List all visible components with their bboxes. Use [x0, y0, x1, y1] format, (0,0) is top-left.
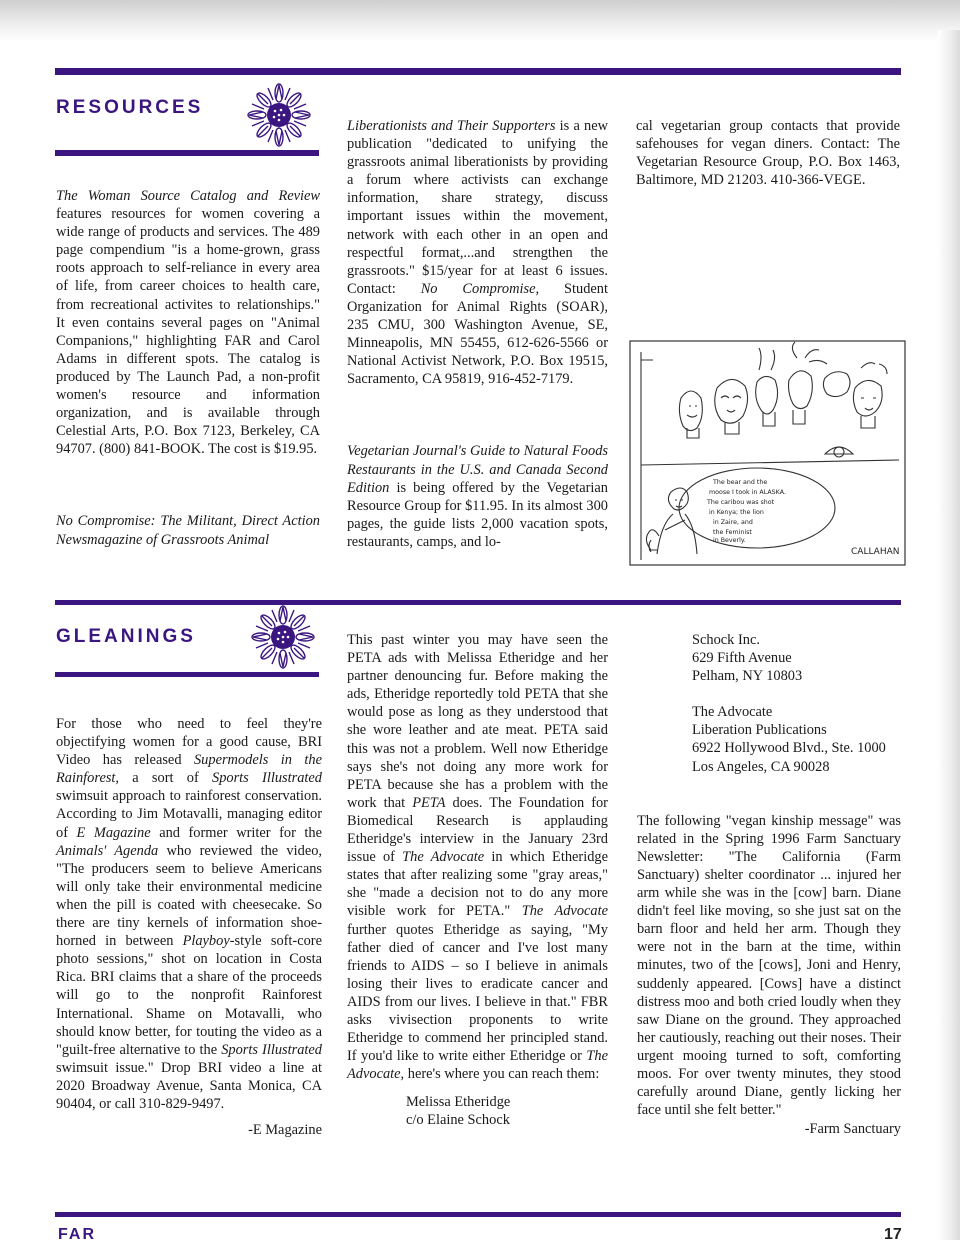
cartoon-illustration — [629, 340, 906, 566]
publication-title: Vegetarian Journal's Guide to Natural Foods Restaurants in the U.S. and Canada Second Edition — [347, 443, 608, 496]
resources-heading: RESOURCES — [56, 97, 204, 118]
cartoon-caption-line: moose I took in ALASKA. — [709, 489, 786, 496]
publication-title: Supermodels in the Rainforest, — [56, 752, 322, 787]
cartoon-caption-line: in Zaire, and — [713, 519, 753, 526]
article-text: further quotes Etheridge as saying, "My father died of cancer and I've lost many friends to AIDS – so I believe in animals losing their lives to eradicate cancer and AIDS from our lives. I believe in that." FBR asks vivisection proponents to write Etheridge to commend her principled stand. If you'd like to write either Etheridge or — [347, 921, 608, 1065]
article-etheridge — [347, 631, 608, 1083]
article-text: who reviewed the video, "The producers seem to believe Americans will only take their environmental medicine when the pill is coated with cheesecake. So there are tiny kernels of information shoe-horned in between — [56, 842, 323, 950]
publication-title: E Magazine — [76, 824, 151, 841]
article-text: does. The Foundation for Biomedical Research is applauding Etheridge's interview in the January 23rd issue of — [347, 794, 608, 866]
address-line: c/o Elaine Schock — [406, 1112, 510, 1129]
publication-title: Sports Illustrated — [212, 770, 322, 787]
address-line: Pelham, NY 10803 — [692, 668, 803, 685]
cartoon-caption-line: the Feminist — [713, 529, 752, 536]
sunflower-icon — [240, 82, 318, 148]
address-line: Schock Inc. — [692, 632, 760, 648]
cartoon-signature: CALLAHAN — [851, 547, 900, 557]
page-edge-right — [938, 30, 960, 1240]
middle-rule — [55, 600, 901, 605]
gleanings-heading-rule — [55, 672, 319, 677]
address-block — [347, 1093, 608, 1129]
publication-title: Playboy — [182, 933, 230, 950]
publication-title: The Advocate — [521, 903, 608, 920]
cartoon-caption-line: in Beverly. — [713, 537, 746, 544]
article-text: a sort of — [132, 770, 199, 787]
top-rule — [55, 68, 901, 75]
article-text: Student Organization for Animal Rights (SOAR), 235 CMU, 300 Washington Avenue, SE, Minneapolis, MN 55455, 612-626-5566 or National Activist Network, P.O. Box 19515, Sacramento, CA 95819, 916-452-7179. — [347, 280, 608, 388]
address-line: 629 Fifth Avenue — [692, 650, 792, 667]
article-text: and former writer for the — [159, 824, 322, 841]
address-block — [637, 631, 901, 776]
article-text: swimsuit issue." Drop BRI video a line at 2020 Broadway Avenue, Santa Monica, CA 90404, or call 310-829-9497. — [56, 1059, 322, 1112]
article-no-compromise — [56, 512, 320, 548]
publication-title: The Advocate, — [347, 1048, 608, 1083]
resources-column-3 — [636, 117, 900, 189]
publication-title: PETA — [412, 794, 446, 811]
article-text: cal vegetarian group contacts that provide safehouses for vegan diners. Contact: The Vegetarian Resource Group, P.O. Box 1463, Baltimore, MD 21203. 410-366-VEGE. — [636, 118, 900, 189]
footer-publication: FAR — [58, 1226, 96, 1243]
article-text: here's where you can reach them: — [407, 1066, 600, 1083]
article-no-compromise-cont — [347, 117, 608, 388]
gleanings-heading: GLEANINGS — [56, 626, 196, 647]
page-number: 17 — [884, 1226, 902, 1243]
cartoon-caption-line: The caribou was shot — [707, 499, 775, 506]
publication-title: Liberationists and Their Supporters — [347, 118, 556, 134]
article-bri-video — [56, 715, 322, 1113]
article-text: in which Etheridge states that after realizing some "gray areas," she "made a decision not to do any more visible work for PETA." — [347, 849, 608, 920]
publication-title: No Compromise: The Militant, Direct Action Newsmagazine of Grassroots Animal — [56, 513, 320, 548]
address-line: Los Angeles, CA 90028 — [692, 758, 830, 775]
article-woman-source-catalog — [56, 187, 320, 458]
resources-column-2 — [347, 117, 608, 551]
article-vegetarian-guide — [347, 442, 608, 551]
publication-title: The Woman Source Catalog and Review — [56, 188, 320, 204]
article-text: For those who need to feel they're objectifying women for a good cause, BRI Video has released — [56, 716, 322, 769]
address-line: Melissa Etheridge — [406, 1094, 511, 1111]
gleanings-column-3 — [637, 631, 901, 1138]
gleanings-column-1 — [56, 715, 322, 1139]
publication-title: Animals' Agenda — [56, 842, 159, 859]
article-text: This past winter you may have seen the PETA ads with Melissa Etheridge and her partner denouncing fur. Before making the ads, Etheridge reportedly told PETA that she would pose as long as they understood that she wore leather and ate meat. PETA said this was not a problem. Well now Etheridge says she's not doing any more work for PETA because she has a problem with the work that — [347, 632, 608, 811]
resources-column-1 — [56, 187, 320, 549]
article-text: swimsuit approach to rainforest conservation. According to Jim Motavalli, managing editor of — [56, 788, 322, 841]
bottom-rule — [55, 1212, 901, 1217]
address-line: 6922 Hollywood Blvd., Ste. 1000 — [692, 740, 886, 757]
publication-title: No Compromise, — [420, 280, 540, 297]
article-farm-sanctuary: The following "vegan kinship message" was related in the Spring 1996 Farm Sanctuary Newsletter: "The California (Farm Sanctuary) shelter coordinator ... injured her arm while she was in the [cow] barn. Diane didn't feel like moving, so she just sat on the barn floor and held her arm. Though they were not in the barn at the time, within minutes, two of the [cows], Joni and Henry, suddenly appeared. [Cows] have a distinct distress moo and both cried loudly when they saw Diane on the ground. They approached her cautiously, reaching out their noses. Their urgent mooing turned to soft, comforting moos. For over twenty minutes, they stood carefully around Diane, gently licking her face until she felt better." — [637, 812, 901, 1119]
gleanings-column-2 — [347, 631, 608, 1130]
article-text: features resources for women covering a wide range of products and services. The 489 page compendium "is a home-grown, grass roots approach to self-reliance in every area of life, from career choices to health care, from recreational activites to relationships." It even contains several pages on "Animal Companions," highlighting FAR and Carol Adams in different spots. The catalog is produced by The Launch Pad, a non-profit women's resource and information organization, and is available through Celestial Arts, P.O. Box 7123, Berkeley, CA 94707. (800) 841-BOOK. The cost is $19.95. — [56, 206, 320, 458]
address-line: The Advocate — [692, 704, 773, 721]
publication-title: The Advocate — [402, 849, 485, 866]
sunflower-icon — [244, 604, 322, 670]
article-text: is a new publication "dedicated to unifying the grassroots animal liberationists by providing a forum where activists can exchange information, share strategy, discuss important issues within the movement, network with each other in an open and respectful format,...and strengthen the grassroots." $15/year for at least 6 issues. Contact: — [347, 118, 608, 297]
publication-title: Sports Illustrated — [221, 1041, 322, 1058]
cartoon-caption-line: in Kenya; the lion — [709, 509, 764, 516]
article-source: -E Magazine — [248, 1122, 322, 1139]
resources-heading-rule — [55, 150, 319, 156]
page-edge-shadow — [0, 0, 960, 42]
article-source: -Farm Sanctuary — [804, 1121, 901, 1138]
cartoon-caption-line: The bear and the — [713, 479, 768, 486]
address-line: Liberation Publications — [692, 722, 827, 739]
article-text: -style soft-core photo sessions," shot on location in Costa Rica. BRI claims that a share of the proceeds will go to the nonprofit Rainforest International. Shame on Motavalli, who should know better, for touting the video as a "guilt-free alternative to the — [56, 933, 322, 1058]
article-text: is being offered by the Vegetarian Resource Group for $11.95. In its almost 300 pages, the guide lists 2,000 vacation spots, restaurants, camps, and lo- — [347, 479, 608, 550]
